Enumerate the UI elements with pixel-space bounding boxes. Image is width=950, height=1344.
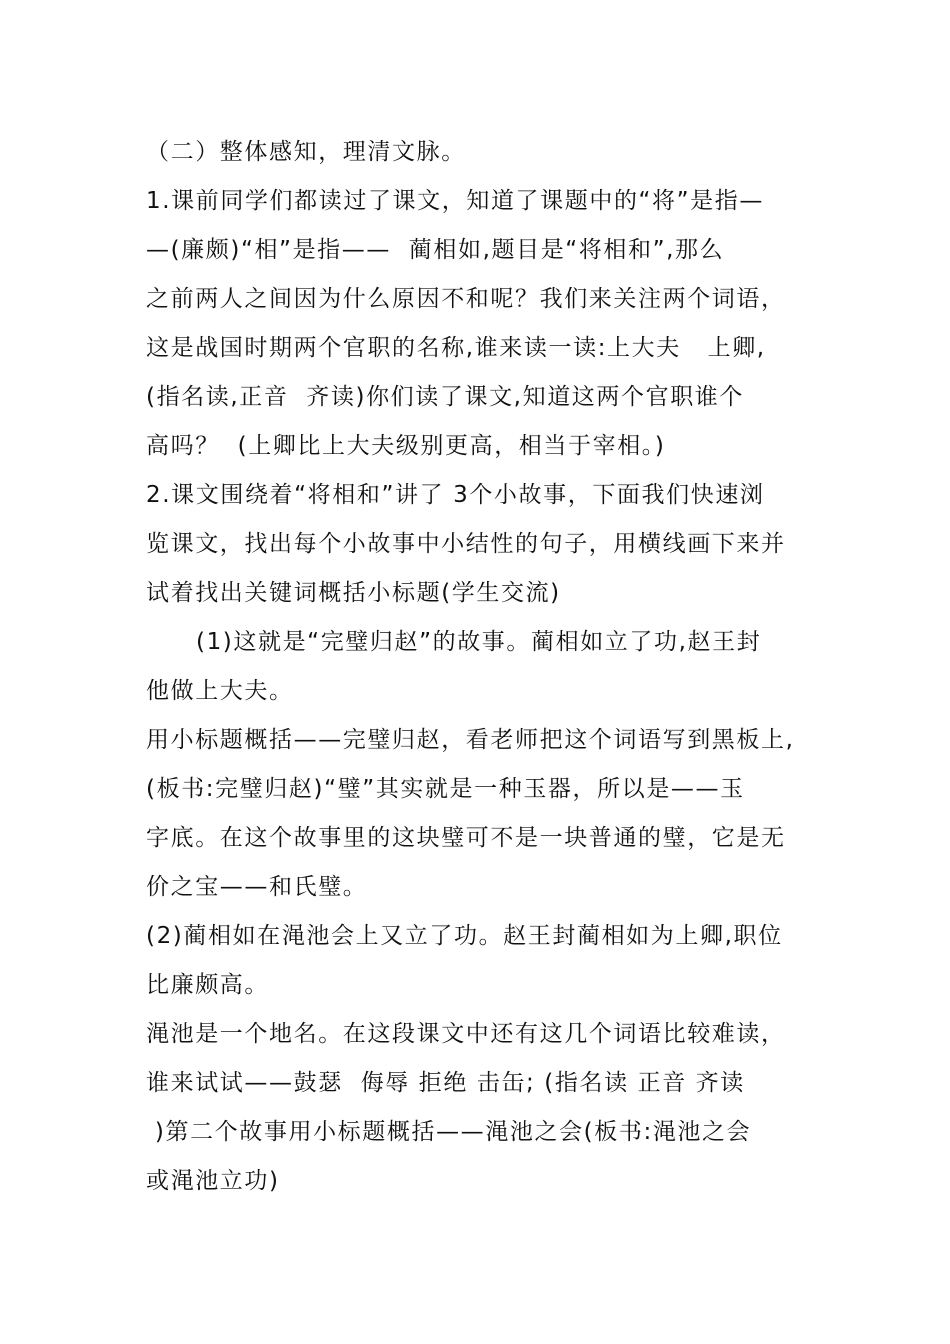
- paragraph-line: 2.课文围绕着“将相和”讲了 3个小故事，下面我们快速浏: [146, 482, 765, 508]
- paragraph-line: 这是战国时期两个官职的名称,谁来读一读:上大夫 上卿,: [146, 335, 766, 361]
- story-one-line: (1)这就是“完璧归赵”的故事。蔺相如立了功,赵王封: [196, 629, 762, 655]
- paragraph-line: 用小标题概括——完璧归赵，看老师把这个词语写到黑板上,: [146, 727, 795, 753]
- paragraph-line: 他做上大夫。: [146, 678, 294, 704]
- paragraph-line: 字底。在这个故事里的这块璧可不是一块普通的璧，它是无: [146, 825, 786, 851]
- paragraph-line: )第二个故事用小标题概括——渑池之会(板书:渑池之会: [146, 1119, 752, 1145]
- paragraph-line: 比廉颇高。: [146, 972, 269, 998]
- paragraph-line: 高吗？ (上卿比上大夫级别更高，相当于宰相。): [146, 433, 666, 459]
- story-two-line: (2)蔺相如在渑池会上又立了功。赵王封蔺相如为上卿,职位: [146, 923, 783, 949]
- paragraph-line: 价之宝——和氏璧。: [146, 874, 368, 900]
- paragraph-line: 1.课前同学们都读过了课文，知道了课题中的“将”是指—: [146, 188, 764, 214]
- paragraph-line: 谁来试试——鼓瑟 侮辱 拒绝 击缶; (指名读 正音 齐读: [146, 1070, 745, 1096]
- paragraph-line: 之前两人之间因为什么原因不和呢？我们来关注两个词语，: [146, 286, 786, 312]
- paragraph-line: 渑池是一个地名。在这段课文中还有这几个词语比较难读，: [146, 1021, 786, 1047]
- paragraph-line: (指名读,正音 齐读)你们读了课文,知道这两个官职谁个: [146, 384, 744, 410]
- document-body: [146, 128, 816, 1206]
- section-heading: （二）整体感知，理清文脉。: [146, 139, 466, 165]
- paragraph-line: —(廉颇)“相”是指—— 蔺相如,题目是“将相和”,那么: [146, 237, 725, 263]
- paragraph-line: 试着找出关键词概括小标题(学生交流): [146, 580, 561, 606]
- paragraph-line: 览课文，找出每个小故事中小结性的句子，用横线画下来并: [146, 531, 786, 557]
- paragraph-line: (板书:完璧归赵)“璧”其实就是一种玉器，所以是——玉: [146, 776, 745, 802]
- paragraph-line: 或渑池立功): [146, 1168, 280, 1194]
